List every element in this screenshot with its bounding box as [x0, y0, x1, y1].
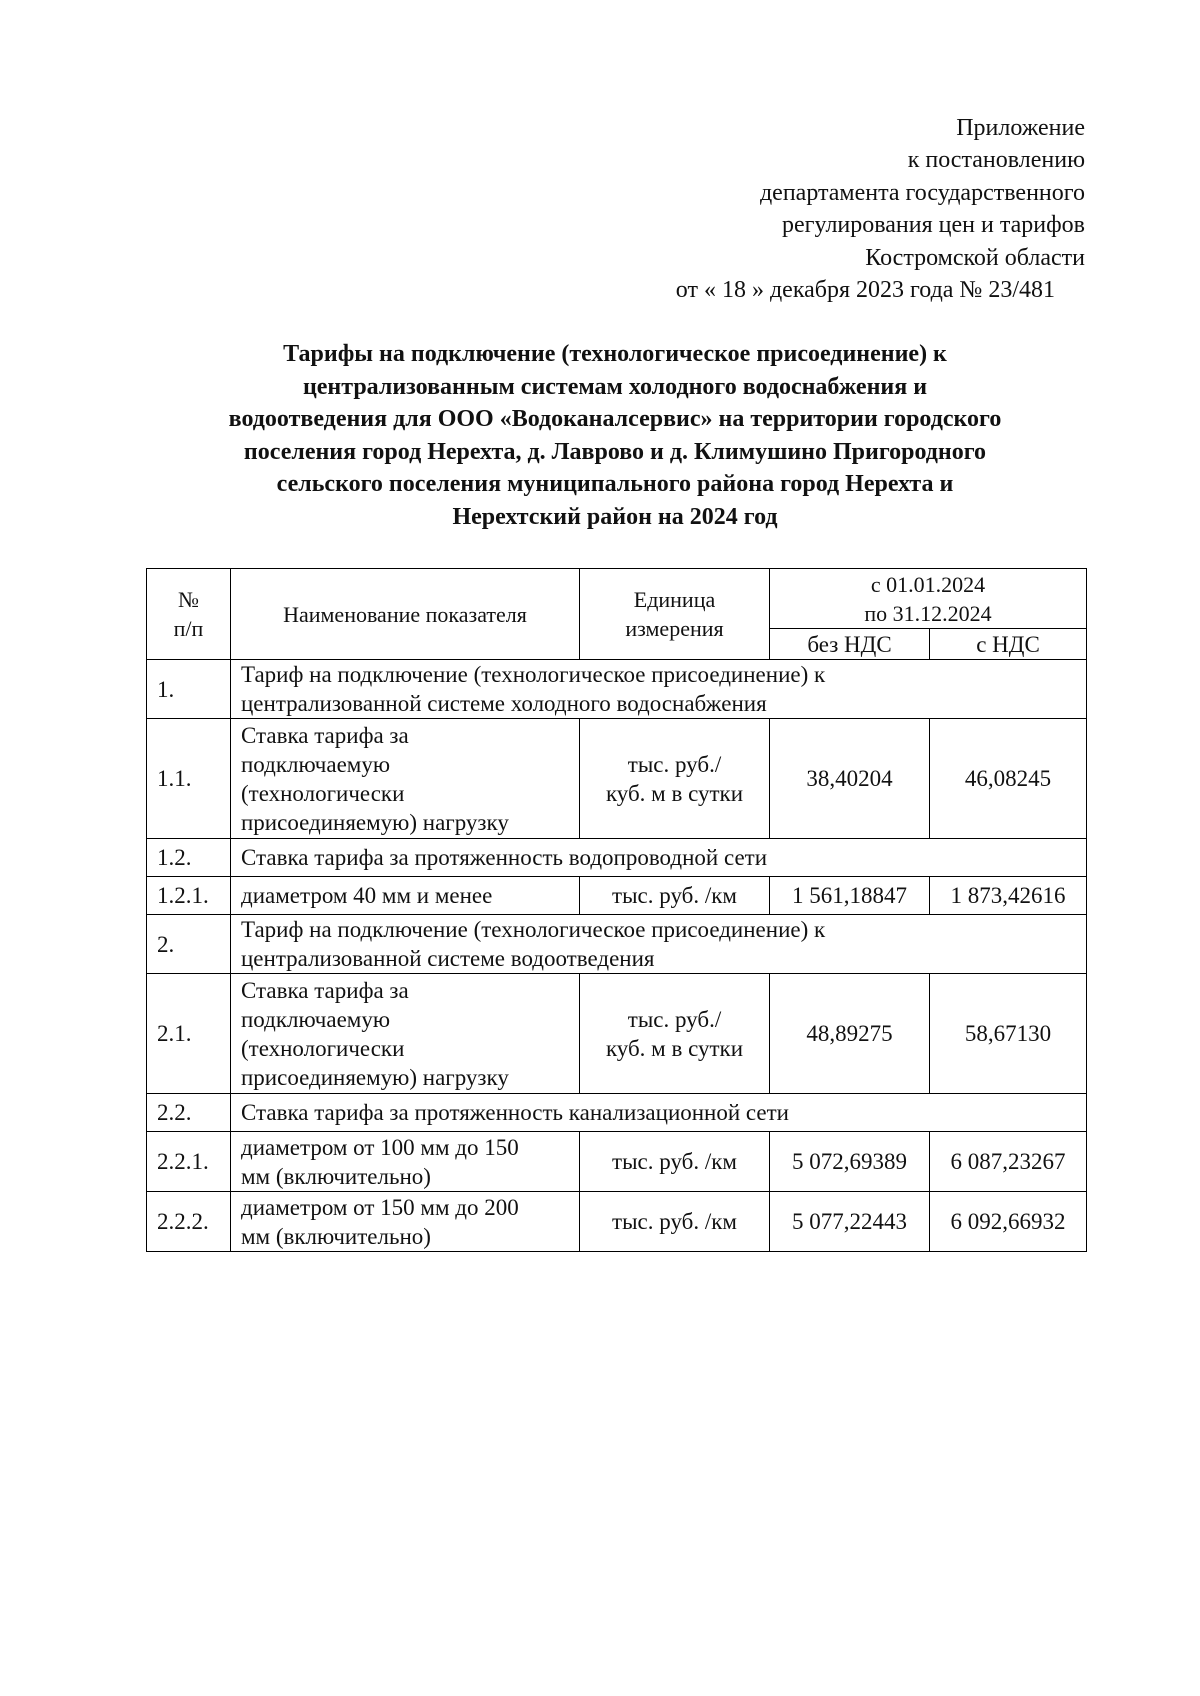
header-unit: Единица измерения [580, 569, 770, 660]
row-number: 1.2. [147, 839, 231, 877]
header-indicator-name: Наименование показателя [231, 569, 580, 660]
unit-cell: тыс. руб./ куб. м в сутки [580, 974, 770, 1094]
value-with-vat: 6 087,23267 [930, 1132, 1087, 1192]
value-no-vat: 1 561,18847 [770, 877, 930, 915]
table-row [147, 839, 1087, 877]
appendix-line: к постановлению [907, 147, 1085, 174]
table-row [147, 877, 1087, 915]
appendix-line: Костромской области [865, 244, 1085, 271]
subsection-title: Ставка тарифа за протяженность водопроводной сети [231, 839, 1087, 877]
header-period: с 01.01.2024 по 31.12.2024 [770, 569, 1087, 629]
table-row [147, 1192, 1087, 1252]
title-line: Тарифы на подключение (технологическое присоединение) к [283, 341, 947, 367]
appendix-line: департамента государственного [759, 179, 1085, 206]
appendix-date-line: от « 18 » декабря 2023 года № 23/481 [675, 277, 1055, 304]
tariffs-table [146, 568, 1087, 1252]
indicator-name: диаметром 40 мм и менее [231, 877, 580, 915]
unit-cell: тыс. руб./ куб. м в сутки [580, 719, 770, 839]
value-with-vat: 1 873,42616 [930, 877, 1087, 915]
title-line: сельского поселения муниципального района город Нерехта и [276, 471, 954, 497]
title-line: водоотведения для ООО «Водоканалсервис» на территории городского [228, 406, 1002, 432]
unit-cell: тыс. руб. /км [580, 1192, 770, 1252]
table-row [147, 1132, 1087, 1192]
section-title: Тариф на подключение (технологическое присоединение) к централизованной системе холодного водоснабжения [231, 660, 1087, 719]
title-line: поселения город Нерехта, д. Лаврово и д. Климушино Пригородного [243, 438, 987, 465]
header-number: № п/п [147, 569, 231, 660]
table-row [147, 915, 1087, 974]
value-no-vat: 38,40204 [770, 719, 930, 839]
table-row [147, 660, 1087, 719]
value-with-vat: 6 092,66932 [930, 1192, 1087, 1252]
unit-cell: тыс. руб. /км [580, 1132, 770, 1192]
unit-cell: тыс. руб. /км [580, 877, 770, 915]
row-number: 2.1. [147, 974, 231, 1094]
table-row [147, 974, 1087, 1094]
appendix-line: Приложение [956, 115, 1085, 141]
header-no-vat: без НДС [770, 629, 930, 660]
value-no-vat: 48,89275 [770, 974, 930, 1094]
appendix-header [560, 112, 1085, 306]
row-number: 2.2. [147, 1094, 231, 1132]
document-title [145, 338, 1085, 533]
table-row [147, 1094, 1087, 1132]
indicator-name: Ставка тарифа за подключаемую (технологически присоединяемую) нагрузку [231, 719, 580, 839]
value-with-vat: 46,08245 [930, 719, 1087, 839]
row-number: 1. [147, 660, 231, 719]
row-number: 2.2.2. [147, 1192, 231, 1252]
row-number: 2.2.1. [147, 1132, 231, 1192]
value-with-vat: 58,67130 [930, 974, 1087, 1094]
subsection-title: Ставка тарифа за протяженность канализационной сети [231, 1094, 1087, 1132]
value-no-vat: 5 077,22443 [770, 1192, 930, 1252]
table-header-row [147, 569, 1087, 629]
section-title: Тариф на подключение (технологическое присоединение) к централизованной системе водоотведения [231, 915, 1087, 974]
row-number: 2. [147, 915, 231, 974]
row-number: 1.2.1. [147, 877, 231, 915]
value-no-vat: 5 072,69389 [770, 1132, 930, 1192]
title-line: Нерехтский район на 2024 год [452, 503, 778, 530]
table-row [147, 719, 1087, 839]
row-number: 1.1. [147, 719, 231, 839]
indicator-name: диаметром от 150 мм до 200 мм (включительно) [231, 1192, 580, 1252]
indicator-name: Ставка тарифа за подключаемую (технологически присоединяемую) нагрузку [231, 974, 580, 1094]
title-line: централизованным системам холодного водоснабжения и [302, 373, 928, 400]
header-with-vat: с НДС [930, 629, 1087, 660]
appendix-line: регулирования цен и тарифов [782, 212, 1085, 239]
indicator-name: диаметром от 100 мм до 150 мм (включительно) [231, 1132, 580, 1192]
